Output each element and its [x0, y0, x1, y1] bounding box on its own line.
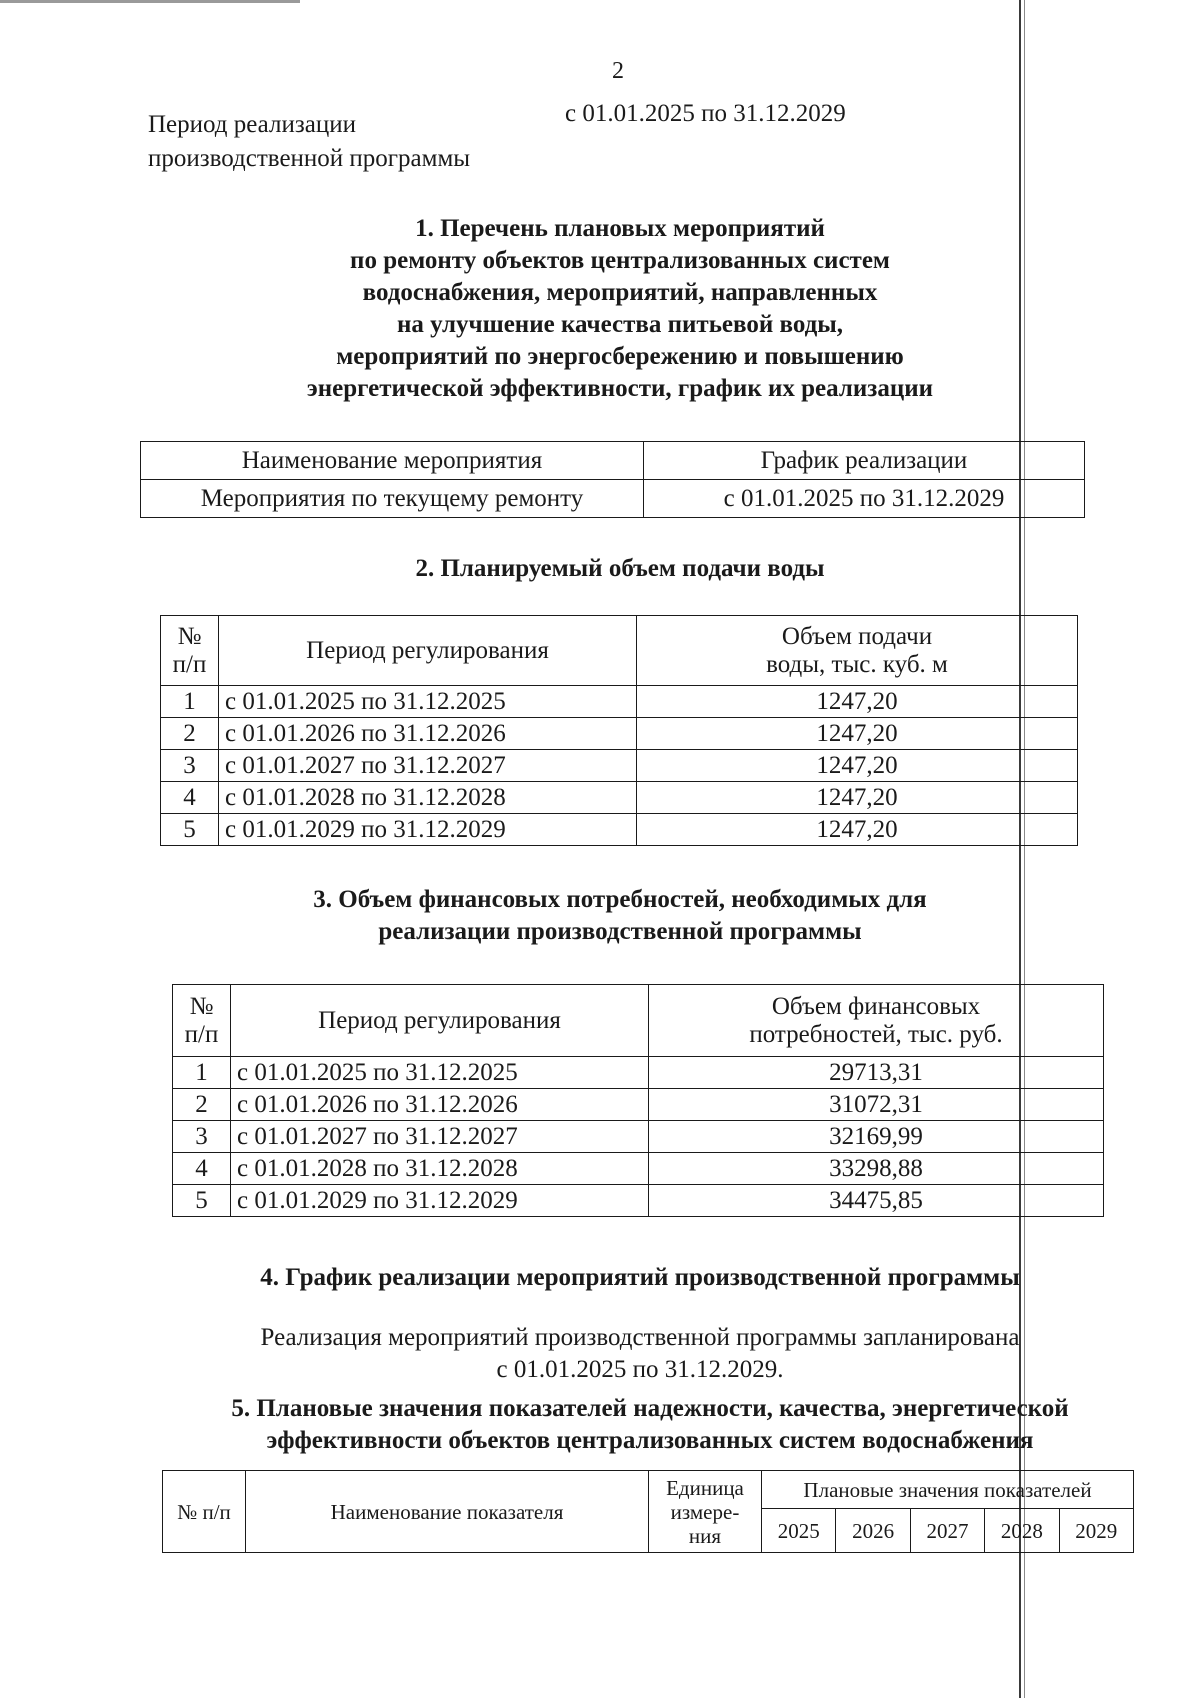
header-finance-line1: Объем финансовых	[771, 992, 981, 1020]
section5-title-line1: 5. Плановые значения показателей надежности, качества, энергетической	[231, 1395, 1069, 1422]
activity-name: Мероприятия по текущему ремонту	[141, 480, 644, 518]
header-indicator-name: Наименование показателя	[246, 1471, 649, 1553]
row-finance: 29713,31	[649, 1057, 1104, 1089]
header-number: № п/п	[163, 1471, 246, 1553]
header-unit-line1: Единица	[666, 1475, 744, 1500]
row-period: с 01.01.2025 по 31.12.2025	[231, 1057, 649, 1089]
header-year: 2027	[910, 1509, 984, 1553]
table-row	[173, 1121, 1104, 1153]
section5-table	[162, 1470, 1134, 1553]
table-row	[141, 480, 1085, 518]
header-year: 2029	[1059, 1509, 1134, 1553]
header-number	[173, 985, 231, 1057]
row-finance: 34475,85	[649, 1185, 1104, 1217]
table-row	[173, 1153, 1104, 1185]
row-period: с 01.01.2028 по 31.12.2028	[219, 782, 637, 814]
table-header-row	[173, 985, 1104, 1057]
section3-title-line2: реализации производственной программы	[378, 918, 862, 945]
header-number-line1: №	[189, 992, 214, 1020]
row-volume: 1247,20	[637, 750, 1078, 782]
table-row	[161, 718, 1078, 750]
row-period: с 01.01.2027 по 31.12.2027	[231, 1121, 649, 1153]
section4-text-line1: Реализация мероприятий производственной программы запланирована	[260, 1324, 1020, 1351]
header-schedule: График реализации	[644, 442, 1085, 480]
table-row	[161, 782, 1078, 814]
row-period: с 01.01.2029 по 31.12.2029	[219, 814, 637, 846]
header-unit-line3: ния	[688, 1523, 722, 1548]
page-number: 2	[612, 58, 624, 84]
row-period: с 01.01.2025 по 31.12.2025	[219, 686, 637, 718]
header-finance-line2: потребностей, тыс. руб.	[749, 1020, 1003, 1048]
header-period: Период регулирования	[219, 616, 637, 686]
period-value: с 01.01.2025 по 31.12.2029	[565, 100, 846, 127]
row-number: 3	[173, 1121, 231, 1153]
section3-table	[172, 984, 1104, 1217]
header-unit	[649, 1471, 762, 1553]
row-number: 3	[161, 750, 219, 782]
row-number: 2	[173, 1089, 231, 1121]
row-number: 5	[161, 814, 219, 846]
table-row	[161, 750, 1078, 782]
row-number: 1	[173, 1057, 231, 1089]
scan-edge-artifact	[0, 0, 300, 3]
row-number: 5	[173, 1185, 231, 1217]
table-row	[161, 686, 1078, 718]
row-number: 2	[161, 718, 219, 750]
table-row	[173, 1057, 1104, 1089]
header-volume-line1: Объем подачи	[781, 622, 933, 650]
table-header-row	[141, 442, 1085, 480]
header-number	[161, 616, 219, 686]
row-volume: 1247,20	[637, 814, 1078, 846]
table-row	[173, 1089, 1104, 1121]
row-number: 4	[161, 782, 219, 814]
section3-title-line1: 3. Объем финансовых потребностей, необходимых для	[313, 886, 927, 913]
row-finance: 33298,88	[649, 1153, 1104, 1185]
row-volume: 1247,20	[637, 718, 1078, 750]
header-number-line2: п/п	[184, 1020, 219, 1048]
section1-title-line: водоснабжения, мероприятий, направленных	[362, 279, 878, 306]
section1-title-line: по ремонту объектов централизованных систем	[350, 247, 890, 274]
section2-title: 2. Планируемый объем подачи воды	[415, 555, 825, 582]
table-row	[173, 1185, 1104, 1217]
table-header-row	[161, 616, 1078, 686]
header-year: 2028	[985, 1509, 1059, 1553]
header-year: 2025	[762, 1509, 836, 1553]
section1-table	[140, 441, 1085, 518]
row-period: с 01.01.2028 по 31.12.2028	[231, 1153, 649, 1185]
row-volume: 1247,20	[637, 782, 1078, 814]
period-label	[148, 108, 470, 176]
table-row	[161, 814, 1078, 846]
period-label-line1: Период реализации	[148, 111, 356, 138]
section1-title-line: на улучшение качества питьевой воды,	[396, 311, 844, 338]
header-number-line1: №	[177, 622, 202, 650]
section1-title-line: 1. Перечень плановых мероприятий	[415, 215, 825, 242]
section4-title: 4. График реализации мероприятий производственной программы	[260, 1264, 1020, 1291]
row-period: с 01.01.2026 по 31.12.2026	[219, 718, 637, 750]
section1-title-line: энергетической эффективности, график их реализации	[306, 375, 934, 402]
table-header-row	[163, 1471, 1134, 1509]
row-finance: 31072,31	[649, 1089, 1104, 1121]
row-number: 4	[173, 1153, 231, 1185]
section1-title	[220, 213, 1020, 405]
header-number-line2: п/п	[172, 650, 207, 678]
row-period: с 01.01.2026 по 31.12.2026	[231, 1089, 649, 1121]
header-period: Период регулирования	[231, 985, 649, 1057]
header-finance	[649, 985, 1104, 1057]
row-period: с 01.01.2029 по 31.12.2029	[231, 1185, 649, 1217]
activity-schedule: с 01.01.2025 по 31.12.2029	[644, 480, 1085, 518]
row-finance: 32169,99	[649, 1121, 1104, 1153]
period-label-line2: производственной программы	[148, 145, 471, 172]
header-year: 2026	[836, 1509, 910, 1553]
header-activity-name: Наименование мероприятия	[141, 442, 644, 480]
row-volume: 1247,20	[637, 686, 1078, 718]
header-volume	[637, 616, 1078, 686]
section5-title	[150, 1393, 1150, 1457]
header-unit-line2: измере-	[670, 1499, 740, 1524]
section4-text-line2: с 01.01.2025 по 31.12.2029.	[496, 1356, 784, 1383]
header-volume-line2: воды, тыс. куб. м	[766, 650, 948, 678]
row-number: 1	[161, 686, 219, 718]
section3-title	[160, 884, 1080, 948]
section4-text	[140, 1322, 1140, 1386]
row-period: с 01.01.2027 по 31.12.2027	[219, 750, 637, 782]
header-planned-values: Плановые значения показателей	[762, 1471, 1134, 1509]
section2-table	[160, 615, 1078, 846]
section1-title-line: мероприятий по энергосбережению и повышению	[336, 343, 904, 370]
section5-title-line2: эффективности объектов централизованных систем водоснабжения	[266, 1427, 1034, 1454]
